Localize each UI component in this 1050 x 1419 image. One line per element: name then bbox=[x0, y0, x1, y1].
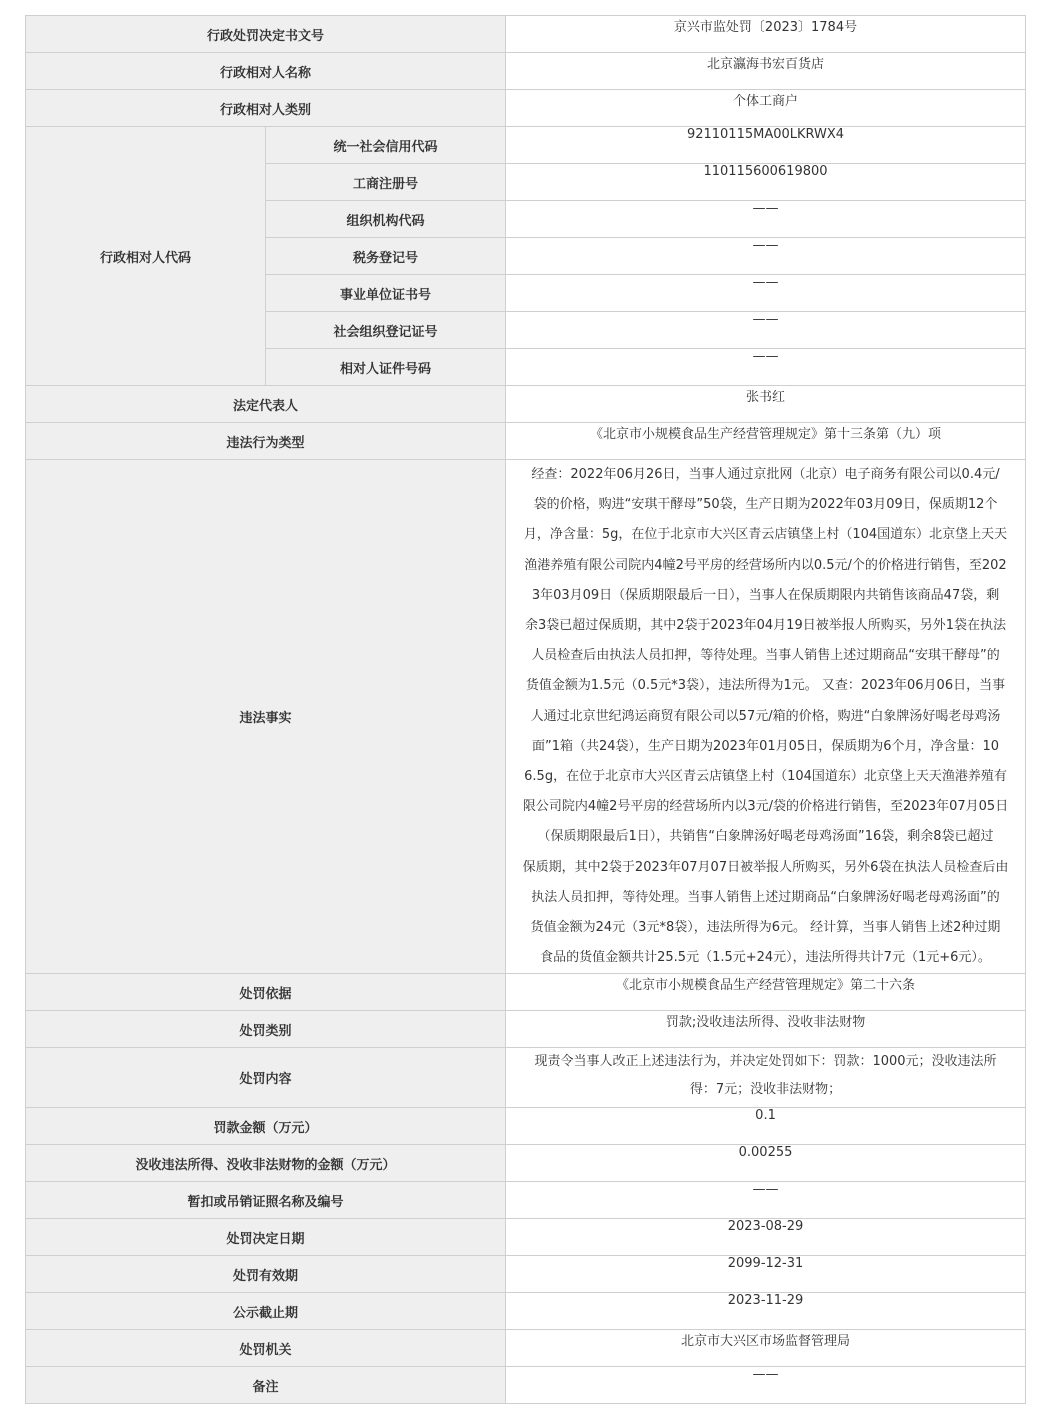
label-business-reg: 工商注册号 bbox=[266, 164, 506, 201]
label-publicity-deadline: 公示截止期 bbox=[26, 1293, 506, 1330]
value-fine-amount: 0.1 bbox=[506, 1108, 1026, 1145]
label-tax-reg: 税务登记号 bbox=[266, 238, 506, 275]
value-authority: 北京市大兴区市场监督管理局 bbox=[506, 1330, 1026, 1367]
facts-line: 人通过北京世纪鸿运商贸有限公司以57元/箱的价格，购进“白象牌汤好喝老母鸡汤 bbox=[530, 708, 1001, 724]
row-violation-type bbox=[26, 423, 1026, 460]
facts-line: 渔港养殖有限公司院内4幢2号平房的经营场所内以0.5元/个的价格进行销售，至202 bbox=[524, 557, 1007, 573]
facts-line: 面”1箱（共24袋），生产日期为2023年01月05日，保质期为6个月，净含量：10 bbox=[532, 738, 1000, 754]
facts-line: 货值金额为24元（3元*8袋），违法所得为6元。 经计算，当事人销售上述2种过期 bbox=[530, 920, 1001, 936]
row-publicity-deadline bbox=[26, 1293, 1026, 1330]
row-penalty-category bbox=[26, 1011, 1026, 1048]
label-penalty-content: 处罚内容 bbox=[26, 1048, 506, 1108]
row-remarks bbox=[26, 1367, 1026, 1404]
value-party-name: 北京瀛海书宏百货店 bbox=[506, 53, 1026, 90]
content-line: 得：7元；没收非法财物； bbox=[689, 1082, 842, 1098]
value-license-revocation: —— bbox=[506, 1182, 1026, 1219]
value-institution-cert: —— bbox=[506, 275, 1026, 312]
value-decision-date: 2023-08-29 bbox=[506, 1219, 1026, 1256]
row-authority bbox=[26, 1330, 1026, 1367]
row-party-name bbox=[26, 53, 1026, 90]
facts-line: 余3袋已超过保质期，其中2袋于2023年04月19日被举报人所购买，另外1袋在执法 bbox=[525, 618, 1006, 634]
content-line: 现责令当事人改正上述违法行为，并决定处罚如下：罚款：1000元；没收违法所 bbox=[534, 1054, 997, 1070]
label-decision-no: 行政处罚决定书文号 bbox=[26, 16, 506, 53]
facts-line: 食品的货值金额共计25.5元（1.5元+24元），违法所得共计7元（1元+6元）。 bbox=[540, 950, 991, 966]
value-penalty-category: 罚款;没收违法所得、没收非法财物 bbox=[506, 1011, 1026, 1048]
facts-line: 限公司院内4幢2号平房的经营场所内以3元/袋的价格进行销售，至2023年07月05日 bbox=[522, 799, 1009, 815]
facts-line: 经查：2022年06月26日，当事人通过京批网（北京）电子商务有限公司以0.4元/ bbox=[531, 467, 1000, 482]
value-org-code: —— bbox=[506, 201, 1026, 238]
label-violation-type: 违法行为类型 bbox=[26, 423, 506, 460]
value-penalty-content bbox=[506, 1048, 1026, 1108]
label-penalty-category: 处罚类别 bbox=[26, 1011, 506, 1048]
row-decision-no bbox=[26, 16, 1026, 53]
value-credit-code: 92110115MA00LKRWX4 bbox=[506, 127, 1026, 164]
value-tax-reg: —— bbox=[506, 238, 1026, 275]
value-decision-no: 京兴市监处罚〔2023〕1784号 bbox=[506, 16, 1026, 53]
value-party-type: 个体工商户 bbox=[506, 90, 1026, 127]
label-legal-rep: 法定代表人 bbox=[26, 386, 506, 423]
row-violation-facts bbox=[26, 460, 1026, 974]
value-id-number: —— bbox=[506, 349, 1026, 386]
facts-line: 人员检查后由执法人员扣押，等待处理。当事人销售上述过期商品“安琪干酵母”的 bbox=[531, 648, 1000, 664]
label-institution-cert: 事业单位证书号 bbox=[266, 275, 506, 312]
value-social-org: —— bbox=[506, 312, 1026, 349]
row-fine-amount bbox=[26, 1108, 1026, 1145]
value-confiscation-amount: 0.00255 bbox=[506, 1145, 1026, 1182]
facts-line: 货值金额为1.5元（0.5元*3袋），违法所得为1元。 又查：2023年06月06日，当事 bbox=[525, 678, 1006, 694]
label-social-org: 社会组织登记证号 bbox=[266, 312, 506, 349]
facts-line: 保质期，其中2袋于2023年07月07日被举报人所购买，另外6袋在执法人员检查后由 bbox=[522, 859, 1009, 875]
value-violation-facts bbox=[506, 460, 1026, 974]
row-license-revocation bbox=[26, 1182, 1026, 1219]
label-license-revocation: 暂扣或吊销证照名称及编号 bbox=[26, 1182, 506, 1219]
label-authority: 处罚机关 bbox=[26, 1330, 506, 1367]
label-party-code: 行政相对人代码 bbox=[26, 127, 266, 386]
label-org-code: 组织机构代码 bbox=[266, 201, 506, 238]
row-party-type bbox=[26, 90, 1026, 127]
value-penalty-basis: 《北京市小规模食品生产经营管理规定》第二十六条 bbox=[506, 974, 1026, 1011]
row-confiscation-amount bbox=[26, 1145, 1026, 1182]
label-decision-date: 处罚决定日期 bbox=[26, 1219, 506, 1256]
value-legal-rep: 张书红 bbox=[506, 386, 1026, 423]
label-id-number: 相对人证件号码 bbox=[266, 349, 506, 386]
row-credit-code bbox=[26, 127, 1026, 164]
label-penalty-basis: 处罚依据 bbox=[26, 974, 506, 1011]
row-penalty-basis bbox=[26, 974, 1026, 1011]
label-remarks: 备注 bbox=[26, 1367, 506, 1404]
value-remarks: —— bbox=[506, 1367, 1026, 1404]
label-confiscation-amount: 没收违法所得、没收非法财物的金额（万元） bbox=[26, 1145, 506, 1182]
label-party-name: 行政相对人名称 bbox=[26, 53, 506, 90]
label-party-type: 行政相对人类别 bbox=[26, 90, 506, 127]
row-legal-rep bbox=[26, 386, 1026, 423]
value-validity: 2099-12-31 bbox=[506, 1256, 1026, 1293]
value-violation-type: 《北京市小规模食品生产经营管理规定》第十三条第（九）项 bbox=[506, 423, 1026, 460]
facts-line: 6.5g，在位于北京市大兴区青云店镇垡上村（104国道东）北京垡上天天渔港养殖有 bbox=[524, 769, 1007, 785]
facts-line: 月，净含量：5g，在位于北京市大兴区青云店镇垡上村（104国道东）北京垡上天天 bbox=[523, 527, 1008, 543]
label-fine-amount: 罚款金额（万元） bbox=[26, 1108, 506, 1145]
value-business-reg: 110115600619800 bbox=[506, 164, 1026, 201]
row-penalty-content bbox=[26, 1048, 1026, 1108]
row-validity bbox=[26, 1256, 1026, 1293]
label-validity: 处罚有效期 bbox=[26, 1256, 506, 1293]
penalty-record-table bbox=[25, 15, 1026, 1404]
label-credit-code: 统一社会信用代码 bbox=[266, 127, 506, 164]
facts-line: 3年03月09日（保质期限最后一日），当事人在保质期限内共销售该商品47袋，剩 bbox=[531, 587, 1000, 603]
facts-line: 执法人员扣押，等待处理。当事人销售上述过期商品“白象牌汤好喝老母鸡汤面”的 bbox=[531, 889, 1000, 905]
value-publicity-deadline: 2023-11-29 bbox=[506, 1293, 1026, 1330]
facts-line: 袋的价格，购进“安琪干酵母”50袋，生产日期为2022年03月09日，保质期12个 bbox=[533, 497, 998, 513]
facts-line: （保质期限最后1日），共销售“白象牌汤好喝老母鸡汤面”16袋，剩余8袋已超过 bbox=[537, 829, 994, 845]
label-violation-facts: 违法事实 bbox=[26, 460, 506, 974]
row-decision-date bbox=[26, 1219, 1026, 1256]
